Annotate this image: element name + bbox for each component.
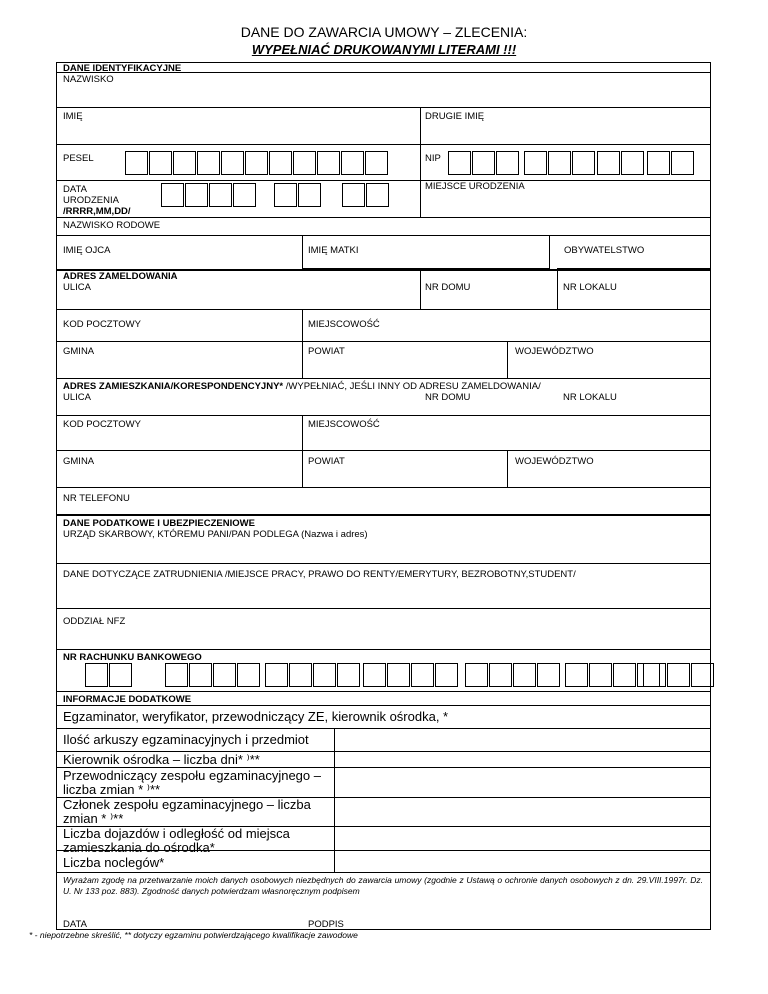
pesel-box[interactable] bbox=[221, 151, 244, 175]
date-label: DATA bbox=[63, 919, 87, 930]
res-flat-no-label: NR LOKALU bbox=[563, 392, 617, 403]
pesel-box[interactable] bbox=[125, 151, 148, 175]
nfz-label: ODDZIAŁ NFZ bbox=[63, 616, 126, 627]
bank-account-box[interactable] bbox=[411, 663, 434, 687]
bank-account-box[interactable] bbox=[265, 663, 288, 687]
nip-box[interactable] bbox=[647, 151, 670, 175]
bank-account-box[interactable] bbox=[613, 663, 636, 687]
reg-commune-label: GMINA bbox=[63, 346, 95, 357]
reg-postal-code-label: KOD POCZTOWY bbox=[63, 319, 141, 330]
pesel-box[interactable] bbox=[149, 151, 172, 175]
birth-date-box[interactable] bbox=[342, 183, 365, 207]
birth-date-format: /RRRR,MM,DD/ bbox=[63, 206, 131, 217]
reg-voivodeship-label: WOJEWÓDZTWO bbox=[515, 346, 594, 357]
pesel-box[interactable] bbox=[365, 151, 388, 175]
surname-label: NAZWISKO bbox=[63, 74, 114, 85]
contract-form bbox=[56, 62, 711, 930]
birth-date-box[interactable] bbox=[298, 183, 321, 207]
reg-district-label: POWIAT bbox=[308, 346, 345, 357]
bank-account-box[interactable] bbox=[489, 663, 512, 687]
consent-text: Wyrażam zgodę na przetwarzanie moich danych osobowych niezbędnych do zawarcia umowy (zgodnie z Ustawą o ochronie danych osobowych z dn. 29.VIII.1997r. Dz. U. Nr 133 poz. 883). Zgodność danych potwierdzam własnoręcznym podpisem bbox=[63, 875, 703, 896]
reg-city-label: MIEJSCOWOŚĆ bbox=[308, 319, 380, 330]
bank-account-box[interactable] bbox=[435, 663, 458, 687]
mother-name-label: IMIĘ MATKI bbox=[308, 245, 359, 256]
employment-label: DANE DOTYCZĄCE ZATRUDNIENIA /MIEJSCE PRACY, PRAWO DO RENTY/EMERYTURY, BEZROBOTNY,STUDENT/ bbox=[63, 569, 576, 580]
reg-flat-no-label: NR LOKALU bbox=[563, 282, 617, 293]
form-title: DANE DO ZAWARCIA UMOWY – ZLECENIA: bbox=[240, 24, 528, 40]
res-house-no-label: NR DOMU bbox=[425, 392, 471, 403]
birth-date-label-line1: DATA bbox=[63, 184, 87, 195]
residence-heading-bold: ADRES ZAMIESZKANIA/KORESPONDENCYJNY* bbox=[63, 381, 284, 392]
commutes-label-line1: Liczba dojazdów i odległość od miejsca bbox=[63, 826, 290, 841]
nights-label: Liczba noclegów* bbox=[63, 855, 165, 870]
bank-account-box[interactable] bbox=[313, 663, 336, 687]
family-name-label: NAZWISKO RODOWE bbox=[63, 220, 161, 231]
member-shifts-label-line2: zmian * ⁾** bbox=[63, 811, 124, 826]
birth-date-label-line2: URODZENIA bbox=[63, 195, 119, 206]
first-name-label: IMIĘ bbox=[63, 111, 83, 122]
sheets-label: Ilość arkuszy egzaminacyjnych i przedmiot bbox=[63, 732, 309, 747]
bank-account-box[interactable] bbox=[363, 663, 386, 687]
nip-box[interactable] bbox=[548, 151, 571, 175]
chair-shifts-label-line1: Przewodniczący zespołu egzaminacyjnego – bbox=[63, 768, 321, 783]
birth-place-label: MIEJSCE URODZENIA bbox=[425, 181, 525, 192]
nip-box[interactable] bbox=[524, 151, 547, 175]
bank-section-heading: NR RACHUNKU BANKOWEGO bbox=[63, 652, 202, 663]
nip-box[interactable] bbox=[496, 151, 519, 175]
bank-account-box[interactable] bbox=[85, 663, 108, 687]
registered-address-heading: ADRES ZAMELDOWANIA bbox=[63, 271, 178, 282]
commutes-label-line2: zamieszkania do ośrodka* bbox=[63, 840, 215, 855]
manager-days-label: Kierownik ośrodka – liczba dni* ⁾** bbox=[63, 752, 260, 767]
tax-section-heading: DANE PODATKOWE I UBEZPIECZENIOWE bbox=[63, 518, 255, 529]
res-district-label: POWIAT bbox=[308, 456, 345, 467]
pesel-box[interactable] bbox=[245, 151, 268, 175]
nip-label: NIP bbox=[425, 153, 441, 164]
res-commune-label: GMINA bbox=[63, 456, 95, 467]
phone-label: NR TELEFONU bbox=[63, 493, 130, 504]
bank-account-box[interactable] bbox=[565, 663, 588, 687]
birth-date-box[interactable] bbox=[366, 183, 389, 207]
reg-street-label: ULICA bbox=[63, 282, 91, 293]
nip-box[interactable] bbox=[472, 151, 495, 175]
bank-account-box[interactable] bbox=[189, 663, 212, 687]
res-city-label: MIEJSCOWOŚĆ bbox=[308, 419, 380, 430]
bank-account-box[interactable] bbox=[643, 663, 666, 687]
additional-section-heading: INFORMACJE DODATKOWE bbox=[63, 694, 192, 705]
identity-section-heading: DANE IDENTYFIKACYJNE bbox=[63, 63, 182, 74]
bank-account-box[interactable] bbox=[337, 663, 360, 687]
bank-account-box[interactable] bbox=[537, 663, 560, 687]
footnote: * - niepotrzebne skreślić, ** dotyczy egzaminu potwierdzającego kwalifikacje zawodowe bbox=[29, 930, 358, 940]
bank-account-box[interactable] bbox=[691, 663, 714, 687]
birth-date-box[interactable] bbox=[185, 183, 208, 207]
pesel-box[interactable] bbox=[317, 151, 340, 175]
nip-box[interactable] bbox=[621, 151, 644, 175]
bank-account-box[interactable] bbox=[289, 663, 312, 687]
pesel-label: PESEL bbox=[63, 153, 94, 164]
nip-box[interactable] bbox=[597, 151, 620, 175]
bank-account-box[interactable] bbox=[387, 663, 410, 687]
chair-shifts-label-line2: liczba zmian * ⁾** bbox=[63, 782, 161, 797]
pesel-box[interactable] bbox=[341, 151, 364, 175]
signature-label: PODPIS bbox=[308, 919, 344, 930]
form-instruction: WYPEŁNIAĆ DRUKOWANYMI LITERAMI !!! bbox=[251, 42, 517, 57]
birth-date-box[interactable] bbox=[161, 183, 184, 207]
birth-date-box[interactable] bbox=[233, 183, 256, 207]
father-name-label: IMIĘ OJCA bbox=[63, 245, 111, 256]
bank-account-box[interactable] bbox=[237, 663, 260, 687]
res-street-label: ULICA bbox=[63, 392, 91, 403]
bank-account-box[interactable] bbox=[109, 663, 132, 687]
citizenship-label: OBYWATELSTWO bbox=[564, 245, 645, 256]
second-name-label: DRUGIE IMIĘ bbox=[425, 111, 485, 122]
residence-address-heading bbox=[63, 381, 541, 392]
role-label: Egzaminator, weryfikator, przewodniczący ZE, kierownik ośrodka, * bbox=[63, 709, 449, 724]
pesel-box[interactable] bbox=[197, 151, 220, 175]
bank-account-box[interactable] bbox=[213, 663, 236, 687]
tax-office-label: URZĄD SKARBOWY, KTÓREMU PANI/PAN PODLEGA (Nazwa i adres) bbox=[63, 529, 368, 540]
bank-account-box[interactable] bbox=[589, 663, 612, 687]
res-postal-code-label: KOD POCZTOWY bbox=[63, 419, 141, 430]
pesel-box[interactable] bbox=[269, 151, 292, 175]
reg-house-no-label: NR DOMU bbox=[425, 282, 471, 293]
pesel-box[interactable] bbox=[293, 151, 316, 175]
bank-account-box[interactable] bbox=[667, 663, 690, 687]
res-voivodeship-label: WOJEWÓDZTWO bbox=[515, 456, 594, 467]
nip-box[interactable] bbox=[448, 151, 471, 175]
residence-heading-note: /WYPEŁNIAĆ, JEŚLI INNY OD ADRESU ZAMELDOWANIA/ bbox=[283, 381, 541, 392]
nip-box[interactable] bbox=[671, 151, 694, 175]
bank-account-box[interactable] bbox=[513, 663, 536, 687]
bank-account-box[interactable] bbox=[165, 663, 188, 687]
bank-account-box[interactable] bbox=[465, 663, 488, 687]
pesel-box[interactable] bbox=[173, 151, 196, 175]
nip-box[interactable] bbox=[572, 151, 595, 175]
birth-date-box[interactable] bbox=[209, 183, 232, 207]
birth-date-box[interactable] bbox=[274, 183, 297, 207]
member-shifts-label-line1: Członek zespołu egzaminacyjnego – liczba bbox=[63, 797, 311, 812]
